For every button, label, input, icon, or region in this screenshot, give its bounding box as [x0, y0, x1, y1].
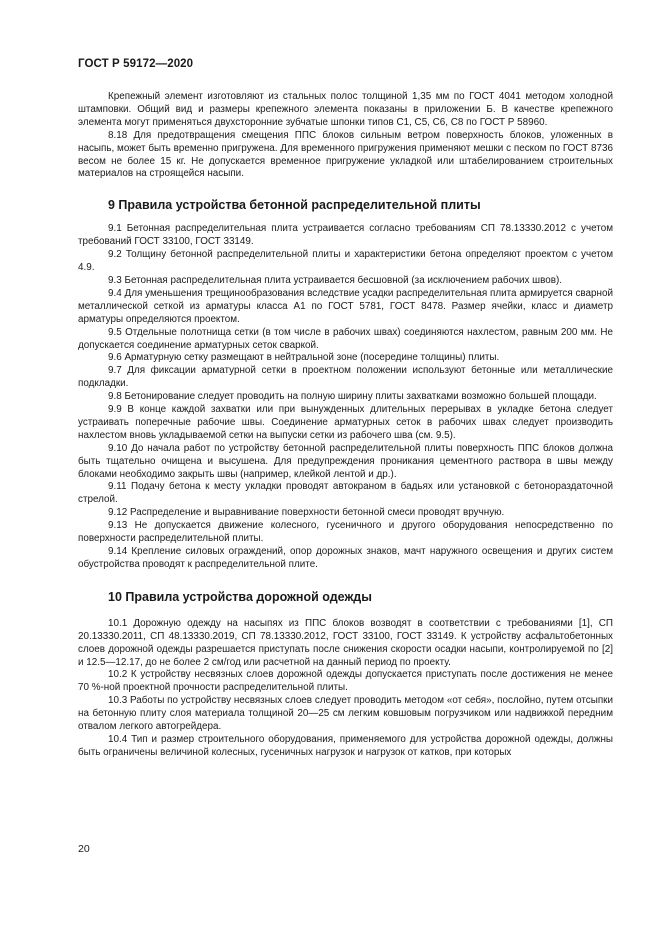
paragraph-10-2: 10.2 К устройству несвязных слоев дорожной одежды допускается приступать после достижения не менее 70 %-ной проектной прочности распределительной плиты.	[78, 669, 613, 694]
paragraph-9-2: 9.2 Толщину бетонной распределительной плиты и характеристики бетона определяют проектом с учетом 4.9.	[78, 249, 613, 274]
paragraph-9-3: 9.3 Бетонная распределительная плита устраивается бесшовной (за исключением рабочих швов).	[108, 274, 562, 286]
paragraph-9-11: 9.11 Подачу бетона к месту укладки проводят автокраном в бадьях или установкой с бетонораздаточной стрелой.	[78, 481, 613, 506]
paragraph-9-7: 9.7 Для фиксации арматурной сетки в проектном положении используют бетонные или металлические подкладки.	[78, 365, 613, 390]
page-number: 20	[78, 843, 90, 855]
paragraph-9-9: 9.9 В конце каждой захватки или при вынужденных длительных перерывах в укладке бетона следует устраивать поперечные рабочие швы. Соединение арматурных сеток в рабочих швах следует производить нахлестом вновь укладываемой сетки на выпуски сетки из рабочего шва (см. 9.5).	[78, 404, 613, 441]
paragraph-9-6: 9.6 Арматурную сетку размещают в нейтральной зоне (посередине толщины) плиты.	[108, 352, 500, 364]
document-code: ГОСТ Р 59172—2020	[78, 58, 194, 70]
paragraph-9-12: 9.12 Распределение и выравнивание поверхности бетонной смеси проводят вручную.	[108, 507, 505, 519]
paragraph-9-10: 9.10 До начала работ по устройству бетонной распределительной плиты поверхность ППС блоков должна быть тщательно очищена и высушена. Для предупреждения проникания цементного раствора в швы между блоками необходимо закрыть швы (например, клейкой лентой и др.).	[78, 442, 613, 480]
paragraph-10-3: 10.3 Работы по устройству несвязных слоев следует проводить методом «от себя», послойно, путем отсыпки на бетонную плиту слоя материала толщиной 20—25 см легким ковшовым погрузчиком или надвижкой передним отвалом легкого автогрейдера.	[78, 695, 613, 733]
paragraph-9-8: 9.8 Бетонирование следует проводить на полную ширину плиты захватками возможно большей площади.	[108, 391, 597, 403]
paragraph-fastener-element: Крепежный элемент изготовляют из стальных полос толщиной 1,35 мм по ГОСТ 4041 методом холодной штамповки. Общий вид и размеры крепежного элемента показаны в приложении Б. В качестве крепежного элемента могут применяться двухсторонние зубчатые шпонки типов С1, С5, С6, С8 по ГОСТ Р 58960.	[78, 91, 613, 128]
paragraph-9-14: 9.14 Крепление силовых ограждений, опор дорожных знаков, мачт наружного освещения и других систем обустройства проводят к распределительной плите.	[78, 546, 613, 570]
section-10-heading: 10 Правила устройства дорожной одежды	[108, 589, 372, 604]
paragraph-8-18: 8.18 Для предотвращения смещения ППС блоков сильным ветром поверхность блоков, уложенных в насыпь, может быть временно пригружена. Для временного пригружения применяют мешки с песком по ГОСТ 8736 весом не более 15 кг. Не допускается временное пригружение укладкой или штабелированием строительных материалов на строящейся насыпи.	[78, 129, 613, 180]
paragraph-10-4: 10.4 Тип и размер строительного оборудования, применяемого для устройства дорожной одежды, должны быть ограничены величиной колесных, гусеничных нагрузок и нагрузок от катков, при которых	[78, 733, 613, 758]
paragraph-9-13: 9.13 Не допускается движение колесного, гусеничного и другого оборудования непосредственно по поверхности распределительной плиты.	[78, 520, 613, 545]
page-content	[78, 91, 613, 760]
paragraph-9-4: 9.4 Для уменьшения трещинообразования вследствие усадки распределительная плита армируется сварной металлической сеткой из арматуры класса А1 по ГОСТ 5781, ГОСТ 8478. Размер ячейки, класс и диаметр арматуры определяются проектом.	[78, 287, 613, 325]
paragraph-9-1: 9.1 Бетонная распределительная плита устраивается согласно требованиям СП 78.13330.2012 с учетом требований ГОСТ 33100, ГОСТ 33149.	[78, 223, 613, 248]
section-9-heading: 9 Правила устройства бетонной распределительной плиты	[108, 198, 481, 213]
paragraph-10-1: 10.1 Дорожную одежду на насыпях из ППС блоков возводят в соответствии с требованиями [1], СП 20.13330.2011, СП 48.13330.2019, СП 78.13330.2012, ГОСТ 33100, ГОСТ 33149. К устройству асфальтобетонных слоев дорожной одежды разрешается приступать после снижения скорости осадки насыпи, контролируемой по [2] и 12.5—12.17, до не более 2 см/год или расчетной на данный период по проекту.	[78, 617, 613, 668]
paragraph-9-5: 9.5 Отдельные полотнища сетки (в том числе в рабочих швах) соединяются нахлестом, равным 200 мм. Не допускается соединение арматурных сеток сваркой.	[78, 326, 613, 351]
